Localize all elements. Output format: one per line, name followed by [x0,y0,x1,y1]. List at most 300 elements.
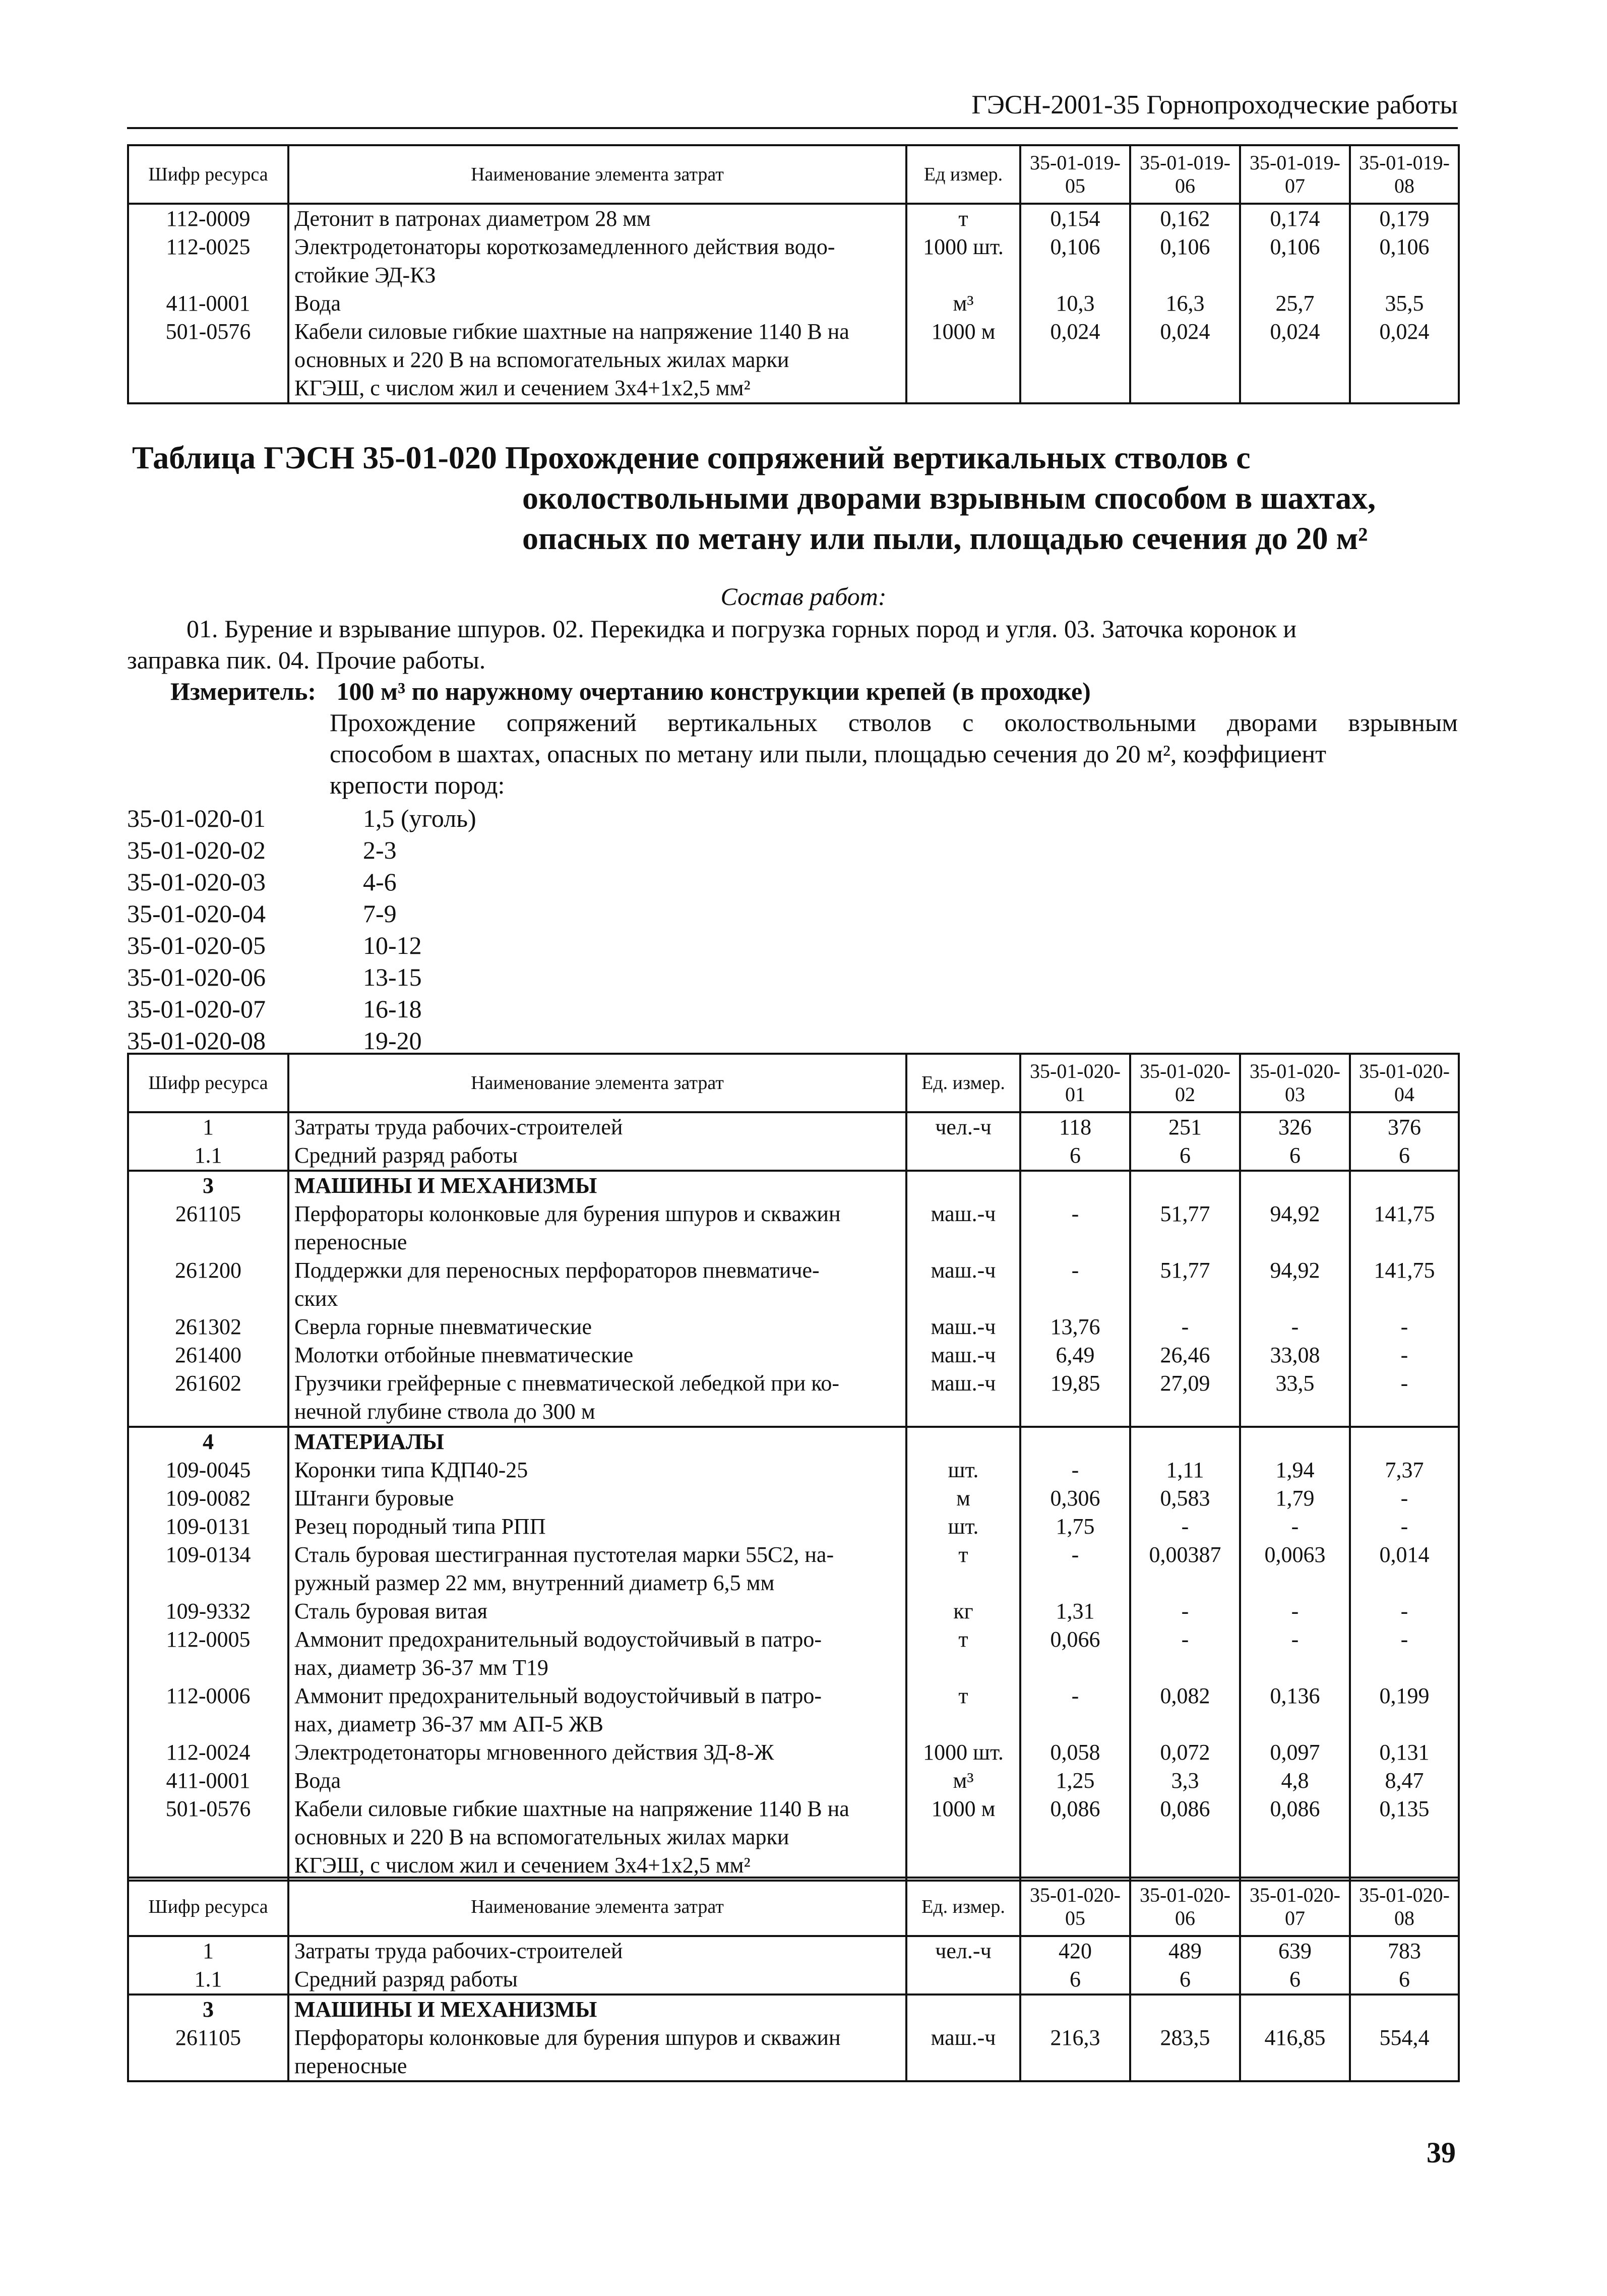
cell-code: 411-0001 [128,1767,288,1795]
resource-table-020-05-08 [127,1877,1460,2082]
table-row [128,1313,1459,1341]
cell-v1: 6 [1020,1965,1130,1995]
cell-code: 261105 [128,1200,288,1256]
cell-name-line: Затраты труда рабочих-строителей [294,1115,623,1139]
cell-name-line: переносные [294,1230,407,1254]
table-row [128,289,1459,318]
cell-name [288,233,906,289]
cell-code: 411-0001 [128,289,288,318]
cell-v1: - [1020,1200,1130,1256]
cell-v2: 0,086 [1130,1795,1240,1881]
cell-v1: - [1020,1256,1130,1313]
table-row [128,1112,1459,1141]
cell-name-line: Сверла горные пневматические [294,1314,592,1339]
code-list-item [127,803,476,834]
work-composition-line2: заправка пик. 04. Прочие работы. [127,646,486,674]
section-title-line3: опасных по метану или пыли, площадью сечения до 20 м² [522,520,1368,556]
cell-code: 1 [128,1112,288,1141]
column-header: Ед. измер. [906,1878,1020,1936]
cell-name-line: Вода [294,1768,341,1793]
cell-unit [906,1171,1020,1200]
cell-name-line: нах, диаметр 36-37 мм АП-5 ЖВ [294,1712,603,1736]
cell-v1: 118 [1020,1112,1130,1141]
cell-name [288,1995,906,2024]
table-row [128,318,1459,403]
table-row [128,1200,1459,1256]
cell-name-line: Сталь буровая витая [294,1599,488,1623]
code-list-code: 35-01-020-01 [127,804,266,832]
cell-unit: чел.-ч [906,1112,1020,1141]
cell-code: 1 [128,1936,288,1965]
cell-v1: 1,25 [1020,1767,1130,1795]
cell-unit: 1000 м [906,1795,1020,1881]
code-list-item [127,961,476,993]
cell-v2: 27,09 [1130,1369,1240,1427]
cell-v1: - [1020,1682,1130,1738]
cell-v1: 0,086 [1020,1795,1130,1881]
cell-v4: - [1350,1369,1459,1427]
cell-v3: 0,136 [1240,1682,1350,1738]
cell-v4: - [1350,1313,1459,1341]
code-list-value: 4-6 [363,868,397,896]
cell-v1: 0,106 [1020,233,1130,289]
cell-name-line: Грузчики грейферные с пневматической лебедкой при ко- [294,1371,840,1396]
code-list-code: 35-01-020-02 [127,836,266,864]
cell-name [288,318,906,403]
cell-name [288,1141,906,1171]
cell-v2 [1130,1427,1240,1456]
cell-v2: 0,024 [1130,318,1240,403]
cell-unit: шт. [906,1513,1020,1541]
cell-name-line: Аммонит предохранительный водоустойчивый в патро- [294,1683,822,1708]
cell-v3 [1240,1427,1350,1456]
cell-v1: 13,76 [1020,1313,1130,1341]
cell-code: 109-0134 [128,1541,288,1597]
cell-name [288,1456,906,1484]
cell-code: 109-0045 [128,1456,288,1484]
cell-name-line: Молотки отбойные пневматические [294,1343,634,1367]
cell-v4: 141,75 [1350,1200,1459,1256]
cell-name [288,1597,906,1625]
cell-name-line: переносные [294,2053,407,2078]
cell-v2: 51,77 [1130,1200,1240,1256]
cell-v4: - [1350,1597,1459,1625]
column-header: Ед измер. [906,145,1020,204]
cell-unit: 1000 м [906,318,1020,403]
cell-name [288,1936,906,1965]
cell-name-line: Аммонит предохранительный водоустойчивый в патро- [294,1627,822,1652]
cell-code: 261302 [128,1313,288,1341]
cell-name-line: Затраты труда рабочих-строителей [294,1939,623,1963]
cell-v3: - [1240,1513,1350,1541]
cell-unit [906,1995,1020,2024]
cell-name [288,1682,906,1738]
cell-name-line: ских [294,1286,338,1311]
cell-name [288,1738,906,1767]
cell-v2: - [1130,1313,1240,1341]
column-header: Шифр ресурса [128,145,288,204]
cell-unit: 1000 шт. [906,233,1020,289]
cell-name-line: Средний разряд работы [294,1143,518,1168]
cell-v4: 6 [1350,1965,1459,1995]
cell-unit: т [906,204,1020,233]
resource-table-020-01-04 [127,1053,1460,1882]
code-list-value: 13-15 [363,963,422,991]
column-header: 35-01-020-03 [1240,1054,1350,1112]
cell-v4: 7,37 [1350,1456,1459,1484]
cell-name-line: Перфораторы колонковые для бурения шпуров и скважин [294,1201,841,1226]
cell-v3: - [1240,1313,1350,1341]
cell-unit: м [906,1484,1020,1513]
cell-name-line: МАШИНЫ И МЕХАНИЗМЫ [294,1997,597,2022]
table-row [128,1625,1459,1682]
cell-v1: 216,3 [1020,2024,1130,2081]
cell-v3: 6 [1240,1141,1350,1171]
table-row [128,1995,1459,2024]
table-row [128,1965,1459,1995]
cell-code: 1.1 [128,1141,288,1171]
cell-unit: кг [906,1597,1020,1625]
cell-name-line: основных и 220 В на вспомогательных жилах марки [294,347,789,372]
cell-name-line: стойкие ЭД-КЗ [294,263,436,287]
cell-v4 [1350,1427,1459,1456]
code-list-value: 19-20 [363,1026,422,1055]
column-header: 35-01-020-07 [1240,1878,1350,1936]
table-row [128,1456,1459,1484]
cell-v4: 0,106 [1350,233,1459,289]
table-row [128,1369,1459,1427]
cell-v1: 0,066 [1020,1625,1130,1682]
cell-name [288,1541,906,1597]
cell-code: 112-0009 [128,204,288,233]
cell-v1: 19,85 [1020,1369,1130,1427]
cell-name-line: Перфораторы колонковые для бурения шпуров и скважин [294,2025,841,2050]
cell-name-line: КГЭШ, с числом жил и сечением 3х4+1х2,5 мм² [294,376,751,400]
cell-name [288,289,906,318]
description-line3: крепости пород: [330,771,505,799]
cell-unit: маш.-ч [906,1341,1020,1369]
cell-v1: 10,3 [1020,289,1130,318]
cell-name-line: нечной глубине ствола до 300 м [294,1399,595,1424]
code-list-value: 16-18 [363,995,422,1023]
cell-v2: 0,00387 [1130,1541,1240,1597]
table-row [128,1597,1459,1625]
code-list-code: 35-01-020-06 [127,963,266,991]
cell-code: 261602 [128,1369,288,1427]
cell-v3: 639 [1240,1936,1350,1965]
cell-name [288,1256,906,1313]
cell-v2: 6 [1130,1965,1240,1995]
cell-v2: - [1130,1597,1240,1625]
cell-v1 [1020,1995,1130,2024]
cell-name-line: Резец породный типа РПП [294,1514,546,1539]
cell-v2: 0,082 [1130,1682,1240,1738]
cell-name [288,2024,906,2081]
cell-v3: 4,8 [1240,1767,1350,1795]
cell-name-line: Кабели силовые гибкие шахтные на напряжение 1140 В на [294,319,849,344]
cell-v2: - [1130,1513,1240,1541]
cell-v1: 420 [1020,1936,1130,1965]
cell-v3: 33,08 [1240,1341,1350,1369]
cell-name [288,1112,906,1141]
cell-name-line: нах, диаметр 36-37 мм Т19 [294,1655,548,1680]
table-row [128,1795,1459,1881]
cell-v3: 0,0063 [1240,1541,1350,1597]
code-list-value: 2-3 [363,836,397,864]
table-row [128,1767,1459,1795]
cell-unit: т [906,1541,1020,1597]
cell-unit [906,1141,1020,1171]
cell-code: 109-0131 [128,1513,288,1541]
cell-v2: 0,162 [1130,204,1240,233]
cell-unit: т [906,1682,1020,1738]
cell-unit [906,1427,1020,1456]
table-header-row [128,1878,1459,1936]
table-row [128,1141,1459,1171]
header-title: ГЭСН-2001-35 Горнопроходческие работы [971,90,1458,119]
meter-text: 100 м³ по наружному очертанию конструкции крепей (в проходке) [336,677,1091,705]
column-header: 35-01-019-08 [1350,145,1459,204]
cell-v4 [1350,1995,1459,2024]
cell-v1: 6 [1020,1141,1130,1171]
cell-unit: 1000 шт. [906,1738,1020,1767]
cell-unit: шт. [906,1456,1020,1484]
cell-code: 261105 [128,2024,288,2081]
cell-v1: 0,058 [1020,1738,1130,1767]
code-list-code: 35-01-020-08 [127,1026,266,1055]
cell-code: 261200 [128,1256,288,1313]
cell-code: 112-0024 [128,1738,288,1767]
cell-v3: 0,024 [1240,318,1350,403]
cell-name [288,1795,906,1881]
cell-v1 [1020,1171,1130,1200]
cell-v2: 3,3 [1130,1767,1240,1795]
cell-v3: - [1240,1625,1350,1682]
table-row [128,204,1459,233]
cell-unit: маш.-ч [906,1256,1020,1313]
cell-code: 112-0005 [128,1625,288,1682]
cell-v3: 0,174 [1240,204,1350,233]
code-list-item [127,898,476,930]
cell-v3: - [1240,1597,1350,1625]
cell-v3: 1,94 [1240,1456,1350,1484]
column-header: 35-01-020-08 [1350,1878,1459,1936]
cell-name-line: Поддержки для переносных перфораторов пневматиче- [294,1258,820,1283]
code-list-code: 35-01-020-05 [127,931,266,959]
cell-v3: 33,5 [1240,1369,1350,1427]
column-header: Шифр ресурса [128,1054,288,1112]
cell-name-line: Вода [294,291,341,316]
cell-unit: м³ [906,1767,1020,1795]
cell-name [288,1484,906,1513]
cell-code: 3 [128,1171,288,1200]
cell-v1: - [1020,1541,1130,1597]
cell-v4: - [1350,1625,1459,1682]
cell-name [288,1369,906,1427]
column-header: Наименование элемента затрат [288,1054,906,1112]
cell-v2: 0,583 [1130,1484,1240,1513]
cell-v2: 6 [1130,1141,1240,1171]
cell-v4: 8,47 [1350,1767,1459,1795]
cell-code: 3 [128,1995,288,2024]
cell-v4: 0,135 [1350,1795,1459,1881]
code-list-value: 10-12 [363,931,422,959]
cell-name [288,1965,906,1995]
column-header: Шифр ресурса [128,1878,288,1936]
cell-name-line: МАШИНЫ И МЕХАНИЗМЫ [294,1173,597,1198]
cell-v3: 0,086 [1240,1795,1350,1881]
cell-v1: 6,49 [1020,1341,1130,1369]
cell-code: 112-0006 [128,1682,288,1738]
cell-name [288,1513,906,1541]
table-row [128,1341,1459,1369]
table-row [128,1256,1459,1313]
cell-v1: 0,154 [1020,204,1130,233]
cell-name [288,1625,906,1682]
table-row [128,1738,1459,1767]
cell-v4: 0,179 [1350,204,1459,233]
cell-v3 [1240,1995,1350,2024]
cell-name-line: Кабели силовые гибкие шахтные на напряжение 1140 В на [294,1796,849,1821]
table-row [128,233,1459,289]
cell-code: 501-0576 [128,1795,288,1881]
column-header: 35-01-019-06 [1130,145,1240,204]
cell-code: 109-9332 [128,1597,288,1625]
code-list-item [127,930,476,961]
code-list-value: 7-9 [363,899,397,928]
column-header: 35-01-020-06 [1130,1878,1240,1936]
column-header: 35-01-019-07 [1240,145,1350,204]
meter-label: Измеритель: [170,677,317,705]
cell-name-line: Электродетонаторы мгновенного действия ЗД-8-Ж [294,1740,774,1765]
cell-v4: 554,4 [1350,2024,1459,2081]
cell-v4: 141,75 [1350,1256,1459,1313]
code-list-value: 1,5 (уголь) [363,804,476,832]
cell-unit: чел.-ч [906,1936,1020,1965]
cell-v3: 25,7 [1240,289,1350,318]
cell-v4: 0,014 [1350,1541,1459,1597]
cell-unit: маш.-ч [906,1369,1020,1427]
cell-v2: 0,072 [1130,1738,1240,1767]
cell-name-line: Сталь буровая шестигранная пустотелая марки 55С2, на- [294,1542,834,1567]
cell-v1: 0,306 [1020,1484,1130,1513]
cell-v2: 16,3 [1130,289,1240,318]
cell-v1: - [1020,1456,1130,1484]
cell-v3 [1240,1171,1350,1200]
cell-name [288,1200,906,1256]
cell-v2: 251 [1130,1112,1240,1141]
cell-v4: 0,199 [1350,1682,1459,1738]
code-list-code: 35-01-020-04 [127,899,266,928]
table-row [128,1171,1459,1200]
table-row [128,1484,1459,1513]
cell-name [288,1313,906,1341]
cell-v2 [1130,1995,1240,2024]
code-list-code: 35-01-020-03 [127,868,266,896]
cell-v4: 6 [1350,1141,1459,1171]
cell-v3: 0,097 [1240,1738,1350,1767]
cell-v4: 0,131 [1350,1738,1459,1767]
cell-unit: маш.-ч [906,1313,1020,1341]
cell-name-line: МАТЕРИАЛЫ [294,1429,444,1454]
sostav-label: Состав работ: [720,582,887,611]
cell-v1 [1020,1427,1130,1456]
cell-name [288,204,906,233]
cell-v4 [1350,1171,1459,1200]
cell-v3: 1,79 [1240,1484,1350,1513]
cell-name-line: Коронки типа КДП40-25 [294,1458,528,1482]
column-header: 35-01-019-05 [1020,145,1130,204]
cell-v4: 783 [1350,1936,1459,1965]
cell-v2: 0,106 [1130,233,1240,289]
code-list-code: 35-01-020-07 [127,995,266,1023]
cell-code: 112-0025 [128,233,288,289]
cell-v4: - [1350,1513,1459,1541]
table-header-row [128,145,1459,204]
column-header: Наименование элемента затрат [288,1878,906,1936]
cell-code: 4 [128,1427,288,1456]
cell-unit: м³ [906,289,1020,318]
cell-v3: 0,106 [1240,233,1350,289]
section-title-line2: околоствольными дворами взрывным способом в шахтах, [522,480,1376,516]
column-header: Наименование элемента затрат [288,145,906,204]
cell-v4: - [1350,1484,1459,1513]
cell-v4: 0,024 [1350,318,1459,403]
column-header: 35-01-020-02 [1130,1054,1240,1112]
cell-code: 109-0082 [128,1484,288,1513]
cell-v2: 489 [1130,1936,1240,1965]
code-list-item [127,993,476,1025]
cell-v1: 0,024 [1020,318,1130,403]
page-number: 39 [1427,2136,1456,2169]
cell-v3: 326 [1240,1112,1350,1141]
cell-code: 261400 [128,1341,288,1369]
cell-name [288,1171,906,1200]
cell-name-line: КГЭШ, с числом жил и сечением 3х4+1х2,5 мм² [294,1853,751,1878]
column-header: 35-01-020-04 [1350,1054,1459,1112]
code-list-item [127,834,476,866]
section-title-line1: Таблица ГЭСН 35-01-020 Прохождение сопряжений вертикальных стволов с [132,440,1251,475]
table-row [128,1427,1459,1456]
cell-name [288,1427,906,1456]
work-composition-line1: 01. Бурение и взрывание шпуров. 02. Перекидка и погрузка горных пород и угля. 03. Заточка коронок и [187,615,1297,643]
cell-name [288,1767,906,1795]
cell-v1: 1,31 [1020,1597,1130,1625]
cell-v3: 416,85 [1240,2024,1350,2081]
meter-line [170,676,1091,707]
work-composition [127,613,1458,676]
cell-v2 [1130,1171,1240,1200]
cell-v1: 1,75 [1020,1513,1130,1541]
table-row [128,1513,1459,1541]
resource-table-019 [127,144,1460,404]
cell-unit [906,1965,1020,1995]
cell-name [288,1341,906,1369]
description [330,707,1458,801]
code-list [127,803,476,1057]
cell-unit: маш.-ч [906,2024,1020,2081]
cell-v4: - [1350,1341,1459,1369]
code-list-item [127,1025,476,1057]
page-header [127,81,1458,129]
cell-code: 501-0576 [128,318,288,403]
cell-name-line: Электродетонаторы короткозамедленного действия водо- [294,234,835,259]
cell-v2: 51,77 [1130,1256,1240,1313]
column-header: 35-01-020-01 [1020,1054,1130,1112]
cell-v2: - [1130,1625,1240,1682]
cell-unit: маш.-ч [906,1200,1020,1256]
cell-v4: 35,5 [1350,289,1459,318]
